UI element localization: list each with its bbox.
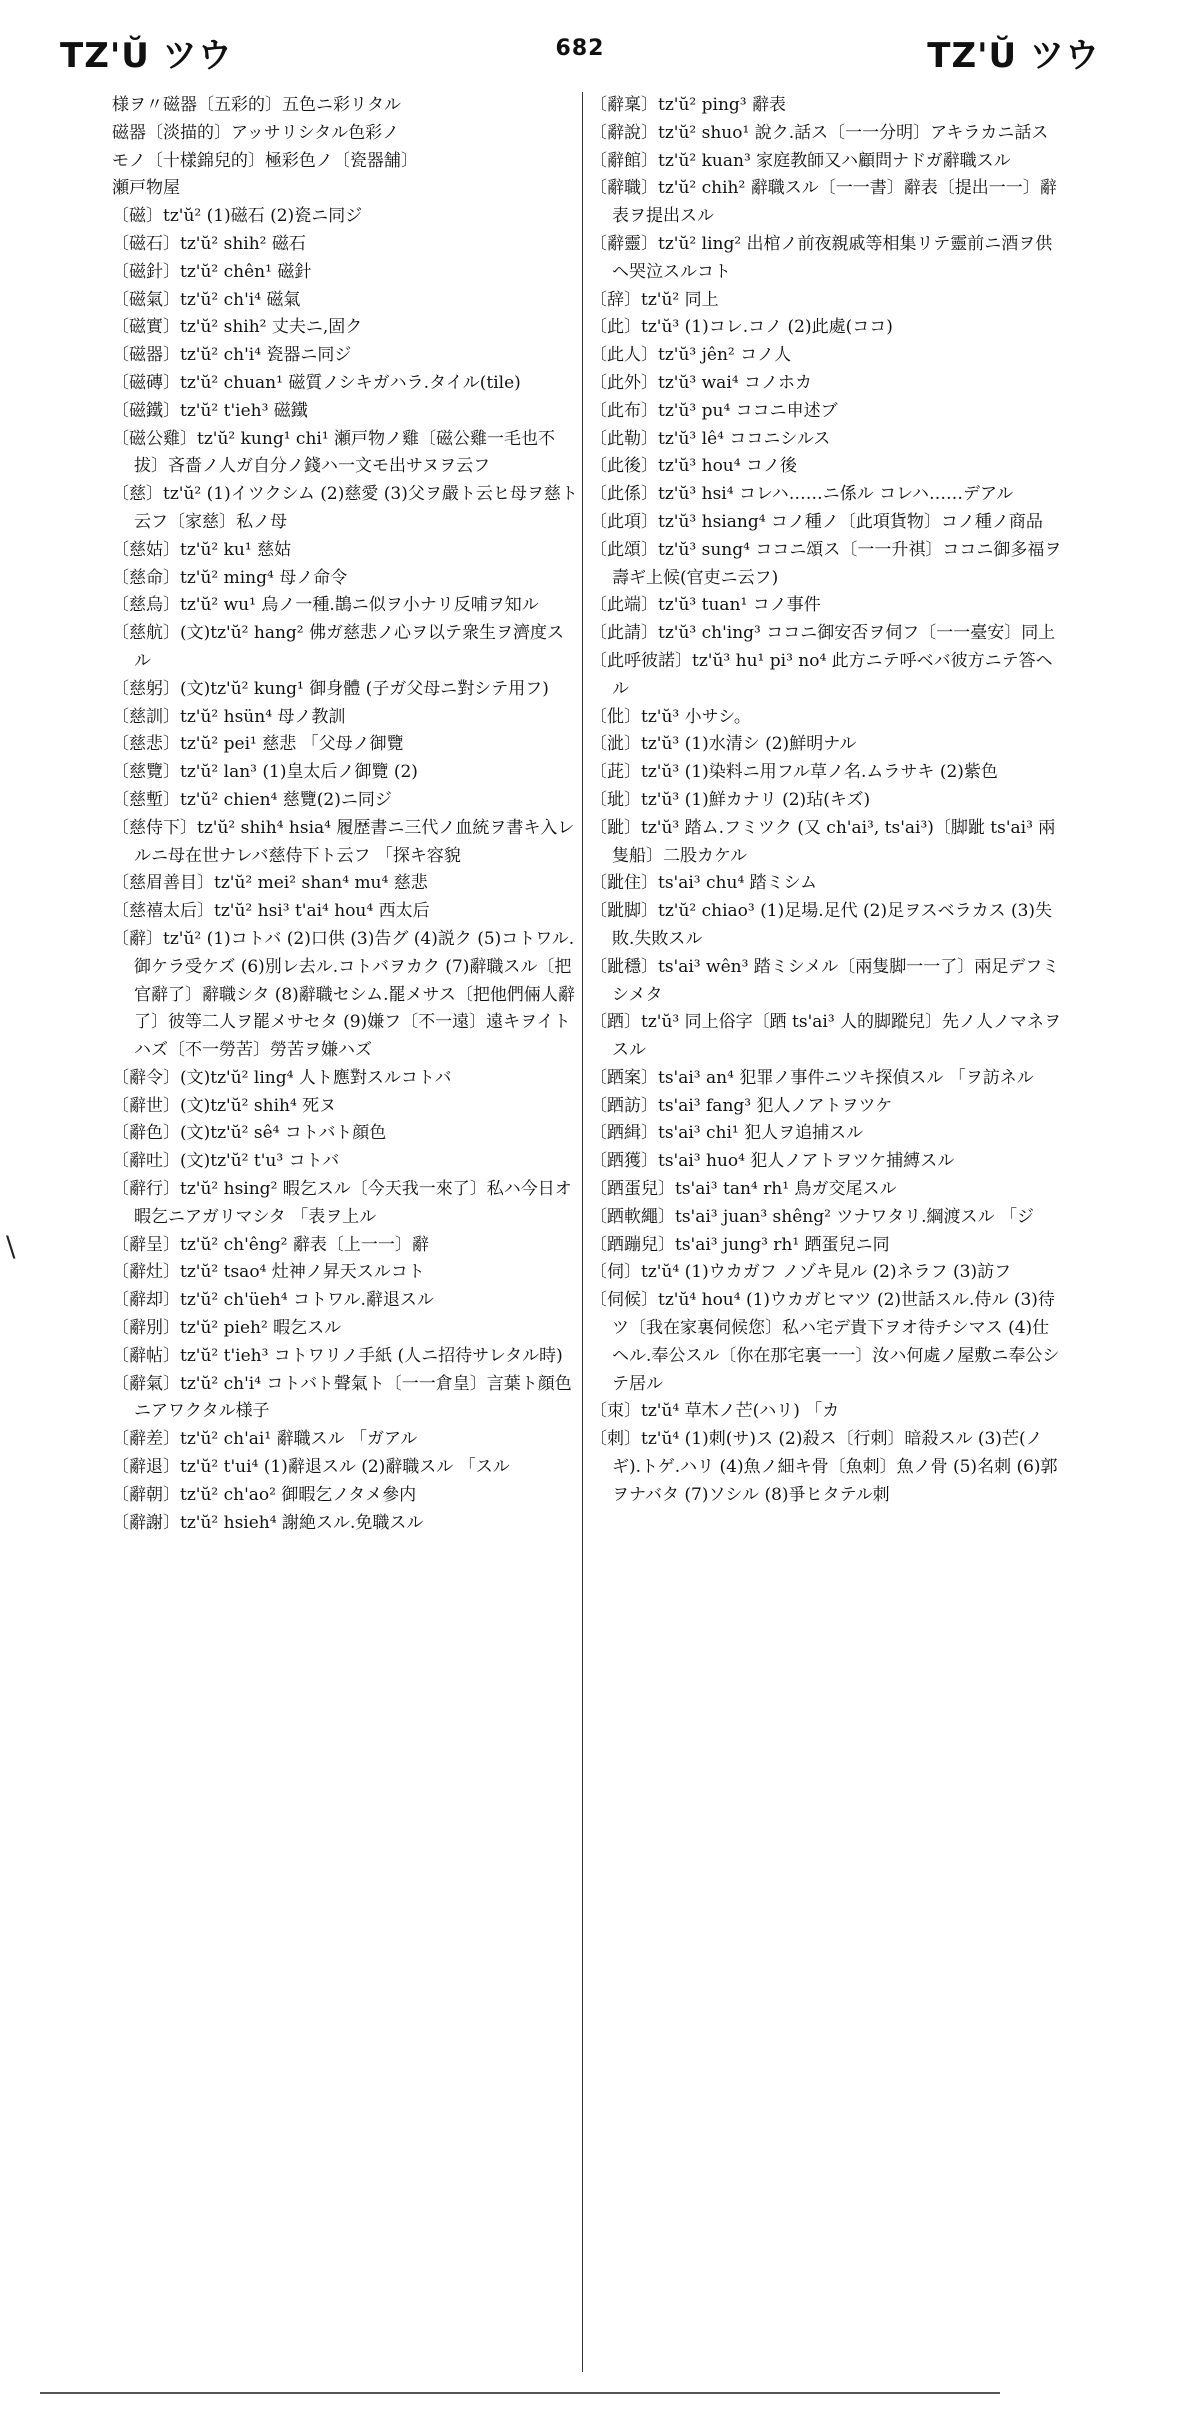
- dictionary-entry: 〔磁針〕tz'ŭ² chên¹ 磁針: [112, 261, 312, 282]
- dictionary-entry: 〔辞〕tz'ŭ² 同上: [590, 289, 719, 310]
- dictionary-entry: 〔慈覽〕tz'ŭ² lan³ (1)皇太后ノ御覽 (2): [112, 762, 418, 783]
- dictionary-entry: 〔跴蛋兒〕ts'ai³ tan⁴ rh¹ 鳥ガ交尾スル: [590, 1179, 897, 1200]
- dictionary-entry: 〔泚〕tz'ŭ³ (1)水清シ (2)鮮明ナル: [590, 734, 857, 755]
- running-head-right: TZ'Ŭ ツウ: [927, 36, 1100, 76]
- dictionary-entry: 〔跴蹦兒〕ts'ai³ jung³ rh¹ 跴蛋兒ニ同: [590, 1234, 890, 1255]
- dictionary-entry: 〔慈烏〕tz'ŭ² wu¹ 烏ノ一種.鵲ニ似ヲ小ナリ反哺ヲ知ル: [112, 595, 539, 616]
- dictionary-entry: 〔伺候〕tz'ŭ⁴ hou⁴ (1)ウカガヒマツ (2)世話スル.侍ル (3)待ツ〔我在家裏伺候您〕私ハ宅デ貴下ヲオ待チシマス (4)仕ヘル.奉公スル〔你在那宅裏一一〕汝ハ何處ノ屋敷ニ奉公シテ居ル: [590, 1290, 1060, 1394]
- dictionary-entry: 〔磁氣〕tz'ŭ² ch'i⁴ 磁氣: [112, 289, 301, 310]
- dictionary-entry: 〔此勒〕tz'ŭ³ lê⁴ ココニシルス: [590, 428, 831, 449]
- dictionary-entry: 〔辭館〕tz'ŭ² kuan³ 家庭教師又ハ顧問ナドガ辭職スル: [590, 150, 1011, 171]
- dictionary-entry: 〔玼〕tz'ŭ³ (1)鮮カナリ (2)玷(キズ): [590, 789, 871, 810]
- dictionary-entry: 〔辭靈〕tz'ŭ² ling² 出棺ノ前夜親戚等相集リテ靈前ニ酒ヲ供ヘ哭泣スルコト: [590, 233, 1053, 282]
- dictionary-entry: 〔此頌〕tz'ŭ³ sung⁴ ココニ頌ス〔一一升祺〕ココニ御多福ヲ壽ギ上候(官吏ニ云フ): [590, 539, 1062, 588]
- dictionary-entry: 〔磁〕tz'ŭ² (1)磁石 (2)瓷ニ同ジ: [112, 206, 363, 227]
- bottom-rule: [40, 2392, 1000, 2394]
- dictionary-entry: 〔辭令〕(文)tz'ŭ² ling⁴ 人ト應對スルコトバ: [112, 1067, 452, 1088]
- dictionary-entry: 〔跴訪〕ts'ai³ fang³ 犯人ノアトヲツケ: [590, 1095, 893, 1116]
- dictionary-entry: 〔磁公雞〕tz'ŭ² kung¹ chi¹ 瀬戸物ノ雞〔磁公雞一毛也不拔〕吝嗇ノ人ガ自分ノ錢ハ一文モ出サヌヲ云フ: [112, 428, 556, 477]
- dictionary-entry: 〔辭氣〕tz'ŭ² ch'i⁴ コトバト聲氣ト〔一一倉皇〕言葉ト顔色ニアワクタル様子: [112, 1373, 572, 1422]
- dictionary-entry: 〔慈躬〕(文)tz'ŭ² kung¹ 御身體 (子ガ父母ニ對シテ用フ): [112, 678, 549, 699]
- dictionary-entry: 〔慈訓〕tz'ŭ² hsün⁴ 母ノ教訓: [112, 706, 346, 727]
- dictionary-entry: 〔此〕tz'ŭ³ (1)コレ.コノ (2)此處(ココ): [590, 317, 893, 338]
- dictionary-entry: 〔辭呈〕tz'ŭ² ch'êng² 辭表〔上一一〕辭: [112, 1234, 429, 1255]
- dictionary-entry: 〔跴軟繩〕ts'ai³ juan³ shêng² ツナワタリ.綱渡スル 「ジ: [590, 1206, 1034, 1227]
- dictionary-entry: 〔辭灶〕tz'ŭ² tsao⁴ 灶神ノ昇天スルコト: [112, 1262, 425, 1283]
- page-number: 682: [555, 36, 605, 61]
- dictionary-entry: 磁器〔淡描的〕アッサリシタル色彩ノ: [112, 122, 400, 143]
- dictionary-entry: 〔跴〕tz'ŭ³ 同上俗字〔跴 ts'ai³ 人的脚蹤兒〕先ノ人ノマネヲスル: [590, 1012, 1062, 1061]
- dictionary-entry: 〔辭色〕(文)tz'ŭ² sê⁴ コトバト顔色: [112, 1123, 387, 1144]
- page-header: [60, 28, 1100, 76]
- dictionary-entry: 〔辭說〕tz'ŭ² shuo¹ 說ク.話ス〔一一分明〕アキラカニ話ス: [590, 122, 1049, 143]
- dictionary-entry: 〔辭退〕tz'ŭ² t'ui⁴ (1)辭退スル (2)辭職スル 「スル: [112, 1457, 510, 1478]
- dictionary-entry: 〔辭世〕(文)tz'ŭ² shih⁴ 死ヌ: [112, 1095, 337, 1116]
- dictionary-entry: 瀬戸物屋: [112, 178, 180, 199]
- dictionary-entry: 〔辭謝〕tz'ŭ² hsieh⁴ 謝絶スル.免職スル: [112, 1512, 424, 1533]
- dictionary-entry: 〔辭別〕tz'ŭ² pieh² 暇乞スル: [112, 1318, 342, 1339]
- dictionary-entry: 〔慈命〕tz'ŭ² ming⁴ 母ノ命令: [112, 567, 348, 588]
- dictionary-entry: 〔磁鐵〕tz'ŭ² t'ieh³ 磁鐵: [112, 400, 308, 421]
- dictionary-entry: 〔朿〕tz'ŭ⁴ 草木ノ芒(ハリ) 「カ: [590, 1401, 840, 1422]
- dictionary-entry: 〔跐穩〕ts'ai³ wên³ 踏ミシメル〔兩隻脚一一了〕兩足デフミシメタ: [590, 956, 1060, 1005]
- column-divider: [582, 92, 583, 2372]
- dictionary-entry: 様ヲ〃磁器〔五彩的〕五色ニ彩リタル: [112, 95, 401, 115]
- dictionary-entry: 〔慈航〕(文)tz'ŭ² hang² 佛ガ慈悲ノ心ヲ以テ衆生ヲ濟度スル: [112, 623, 565, 671]
- dictionary-entry: 〔辭〕tz'ŭ² (1)コトバ (2)口供 (3)告グ (4)説ク (5)コトワル.御ケラ受ケズ (6)別レ去ル.コトバヲカク (7)辭職スル〔把官辭了〕辭職シタ (8)辭職セシム.罷メサス〔把他們倆人辭了〕彼等二人ヲ罷メサセタ (9)嫌フ〔不一遠〕遠キヲイトハズ〔不一勞苦〕勞苦ヲ嫌ハズ: [112, 928, 575, 1061]
- dictionary-entry: 〔磁磚〕tz'ŭ² chuan¹ 磁質ノシキガハラ.タイル(tile): [112, 372, 521, 393]
- dictionary-entry: 〔慈禧太后〕tz'ŭ² hsi³ t'ai⁴ hou⁴ 西太后: [112, 901, 430, 922]
- dictionary-entry: 〔仳〕tz'ŭ³ 小サシ。: [590, 706, 751, 727]
- dictionary-entry: 〔跐脚〕tz'ŭ² chiao³ (1)足場.足代 (2)足ヲスベラカス (3)失敗.失敗スル: [590, 901, 1053, 949]
- dictionary-entry: 〔磁器〕tz'ŭ² ch'i⁴ 瓷器ニ同ジ: [112, 345, 352, 366]
- dictionary-entry: 〔此係〕tz'ŭ³ hsi⁴ コレハ……ニ係ル コレハ……デアル: [590, 484, 1014, 505]
- dictionary-entry: 〔此請〕tz'ŭ³ ch'ing³ ココニ御安否ヲ伺フ〔一一臺安〕同上: [590, 623, 1056, 644]
- dictionary-entry: 〔慈眉善目〕tz'ŭ² mei² shan⁴ mu⁴ 慈悲: [112, 873, 428, 894]
- dictionary-entry: 〔辭吐〕(文)tz'ŭ² t'u³ コトバ: [112, 1151, 340, 1172]
- dictionary-entry: 〔此呼彼諾〕tz'ŭ³ hu¹ pi³ no⁴ 此方ニテ呼ベバ彼方ニテ答ヘル: [590, 650, 1053, 699]
- dictionary-entry: 〔此項〕tz'ŭ³ hsiang⁴ コノ種ノ〔此項貨物〕コノ種ノ商品: [590, 511, 1043, 532]
- dictionary-entry: 〔刺〕tz'ŭ⁴ (1)刺(サ)ス (2)殺ス〔行刺〕暗殺スル (3)芒(ノギ).トゲ.ハリ (4)魚ノ細キ骨〔魚刺〕魚ノ骨 (5)名刺 (6)郭ヲナバタ (7)ソシル (8)爭ヒタテル刺: [590, 1429, 1058, 1505]
- dictionary-entry: 〔辭職〕tz'ŭ² chih² 辭職スル〔一一書〕辭表〔提出一一〕辭表ヲ提出スル: [590, 178, 1057, 227]
- dictionary-entry: 〔跐〕tz'ŭ³ 踏ム.フミツク (又 ch'ai³, ts'ai³)〔脚跐 ts'ai³ 兩隻船〕二股カケル: [590, 817, 1056, 866]
- dictionary-entry: 〔跴案〕ts'ai³ an⁴ 犯罪ノ事件ニツキ探偵スル 「ヲ訪ネル: [590, 1067, 1034, 1088]
- dictionary-entry: 〔辭差〕tz'ŭ² ch'ai¹ 辭職スル 「ガアル: [112, 1429, 418, 1450]
- dictionary-entry: モノ〔十樣錦兒的〕極彩色ノ〔瓷器舗〕: [112, 150, 418, 171]
- dictionary-entry: 〔慈姑〕tz'ŭ² ku¹ 慈姑: [112, 539, 292, 560]
- dictionary-entry: 〔磁石〕tz'ŭ² shih² 磁石: [112, 233, 306, 254]
- dictionary-entry: 〔辭却〕tz'ŭ² ch'üeh⁴ コトワル.辭退スル: [112, 1290, 434, 1311]
- dictionary-entry: 〔此端〕tz'ŭ³ tuan¹ コノ事件: [590, 595, 821, 616]
- dictionary-entry: 〔慈侍下〕tz'ŭ² shih⁴ hsia⁴ 履歴書ニ三代ノ血統ヲ書キ入レルニ母在世ナレバ慈侍下ト云フ 「探キ容貌: [112, 817, 575, 866]
- dictionary-entry: 〔跴緝〕ts'ai³ chi¹ 犯人ヲ追捕スル: [590, 1123, 864, 1144]
- margin-mark: \: [6, 1230, 16, 1263]
- dictionary-entry: 〔磁實〕tz'ŭ² shih² 丈夫ニ,固ク: [112, 317, 363, 338]
- dictionary-entry: 〔此外〕tz'ŭ³ wai⁴ コノホカ: [590, 372, 812, 393]
- dictionary-entry: 〔茈〕tz'ŭ³ (1)染料ニ用フル草ノ名.ムラサキ (2)紫色: [590, 762, 998, 783]
- dictionary-entry: 〔跴獲〕ts'ai³ huo⁴ 犯人ノアトヲツケ捕縛スル: [590, 1151, 955, 1172]
- left-column: [112, 92, 578, 2382]
- dictionary-entry: 〔辭帖〕tz'ŭ² t'ieh³ コトワリノ手紙 (人ニ招待サレタル時): [112, 1345, 563, 1366]
- dictionary-entry: 〔慈塹〕tz'ŭ² chien⁴ 慈覽(2)ニ同ジ: [112, 789, 392, 810]
- dictionary-entry: 〔此人〕tz'ŭ³ jên² コノ人: [590, 345, 792, 366]
- dictionary-entry: 〔辭稟〕tz'ŭ² ping³ 辭表: [590, 95, 786, 115]
- dictionary-entry: 〔慈〕tz'ŭ² (1)イツクシム (2)慈愛 (3)父ヲ嚴ト云ヒ母ヲ慈ト云フ〔家慈〕私ノ母: [112, 484, 578, 532]
- dictionary-entry: 〔此布〕tz'ŭ³ pu⁴ ココニ申述ブ: [590, 400, 838, 421]
- running-head-left: TZ'Ŭ ツウ: [60, 36, 233, 76]
- dictionary-entry: 〔辭朝〕tz'ŭ² ch'ao² 御暇乞ノタメ參内: [112, 1484, 417, 1505]
- dictionary-entry: 〔跐住〕ts'ai³ chu⁴ 踏ミシム: [590, 873, 817, 894]
- dictionary-entry: 〔慈悲〕tz'ŭ² pei¹ 慈悲 「父母ノ御覽: [112, 734, 404, 755]
- dictionary-entry: 〔伺〕tz'ŭ⁴ (1)ウカガフ ノゾキ見ル (2)ネラフ (3)訪フ: [590, 1262, 1012, 1283]
- dictionary-entry: 〔辭行〕tz'ŭ² hsing² 暇乞スル〔今天我一來了〕私ハ今日オ暇乞ニアガリマシタ 「表ヲ上ル: [112, 1179, 572, 1227]
- right-column: [590, 92, 1065, 2382]
- dictionary-entry: 〔此後〕tz'ŭ³ hou⁴ コノ後: [590, 456, 797, 477]
